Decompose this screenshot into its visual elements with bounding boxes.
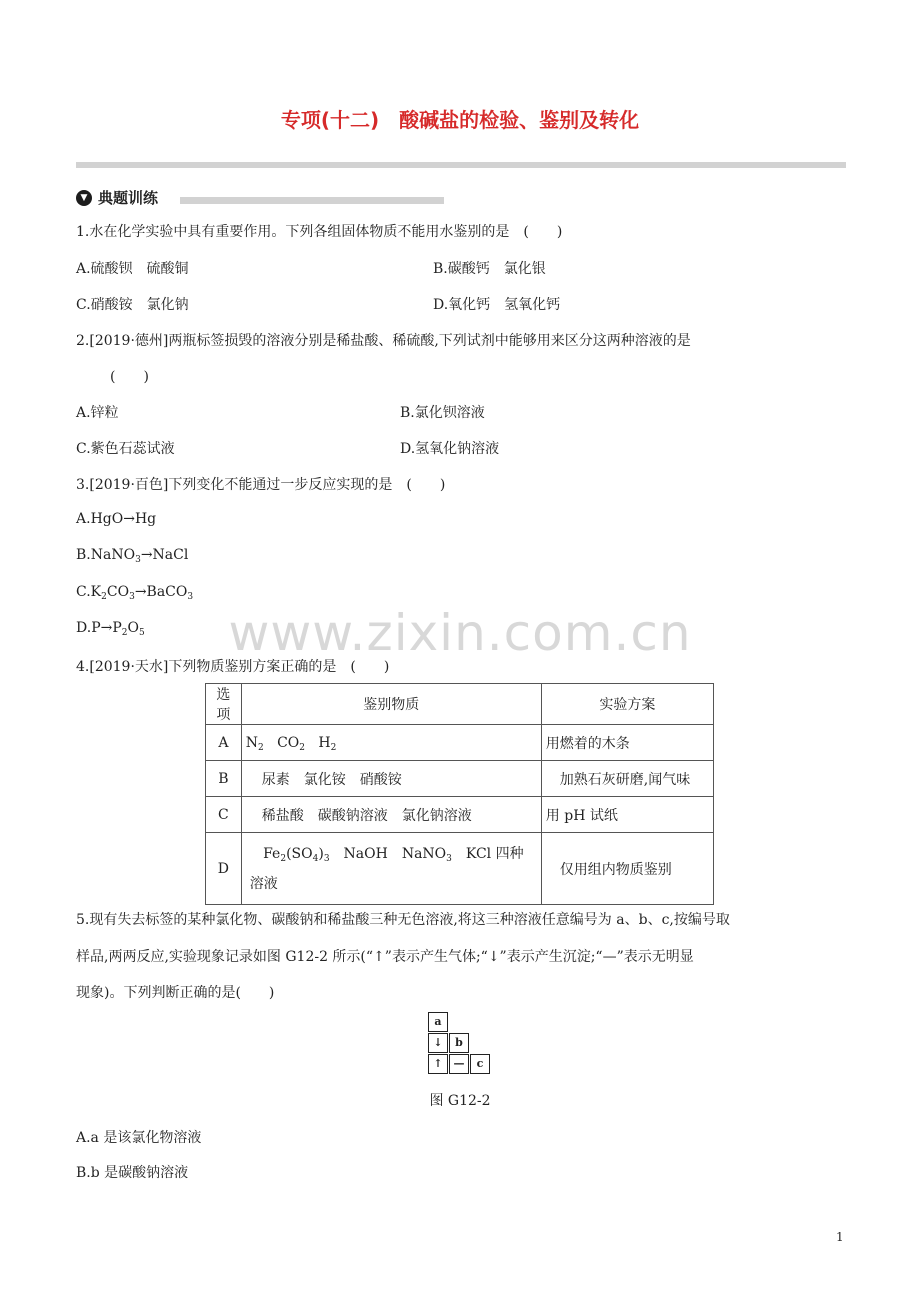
grid-label-b: b: [449, 1033, 469, 1053]
table-cell-substances: 稀盐酸 碳酸钠溶液 氯化钠溶液: [241, 797, 541, 833]
question-1-option-b: B.碳酸钙 氯化银: [433, 261, 546, 277]
table-cell-key: A: [206, 725, 242, 761]
section-marker-icon: ▼: [76, 190, 92, 206]
grid-result-ab: ↓: [428, 1033, 448, 1053]
table-cell-substances: $N_2$ $CO_2$ $H_2$: [241, 725, 541, 761]
question-1-option-d: D.氧化钙 氢氧化钙: [433, 297, 561, 313]
table-cell-plan: 用燃着的木条: [541, 725, 713, 761]
question-4-stem: 4.[2019·天水]下列物质鉴别方案正确的是 ( ): [76, 659, 390, 675]
question-3-option-c: $C.K_2CO_3\to BaCO_3$: [76, 584, 194, 602]
table-cell-key: B: [206, 761, 242, 797]
table-header-option: 选项: [206, 684, 242, 725]
watermark: www.zixin.com.cn: [228, 604, 692, 662]
page-number: 1: [836, 1230, 844, 1244]
question-1-option-a: A.硫酸钡 硫酸铜: [76, 261, 189, 277]
figure-caption: 图 G12-2: [429, 1093, 491, 1109]
grid-result-ac: ↑: [428, 1054, 448, 1074]
table-cell-plan: 仅用组内物质鉴别: [541, 833, 713, 905]
question-5-stem-line-1: 5.现有失去标签的某种氯化物、碳酸钠和稀盐酸三种无色溶液,将这三种溶液任意编号为 a、b、c,按编号取: [76, 912, 730, 928]
grid-label-a: a: [428, 1012, 448, 1032]
table-row: [206, 761, 714, 797]
question-3-stem: 3.[2019·百色]下列变化不能通过一步反应实现的是 ( ): [76, 477, 446, 493]
question-5-option-b: B.b 是碳酸钠溶液: [76, 1165, 189, 1181]
grid-label-c: c: [470, 1054, 490, 1074]
table-cell-key: D: [206, 833, 242, 905]
question-2-stem: 2.[2019·德州]两瓶标签损毁的溶液分别是稀盐酸、稀硫酸,下列试剂中能够用来区分这两种溶液的是: [76, 333, 691, 349]
table-cell-plan: 用 pH 试纸: [541, 797, 713, 833]
question-5-option-a: A.a 是该氯化物溶液: [76, 1130, 202, 1146]
section-heading: 典题训练: [98, 189, 159, 207]
grid-result-bc: —: [449, 1054, 469, 1074]
question-2-option-b: B.氯化钡溶液: [400, 405, 485, 421]
question-5-stem-line-2: 样品,两两反应,实验现象记录如图 G12-2 所示(“↑”表示产生气体;“↓”表示产生沉淀;“—”表示无明显: [76, 949, 694, 965]
question-2-option-c: C.紫色石蕊试液: [76, 441, 175, 457]
table-cell-substances: $Fe_2(SO_4)_3$ NaOH NaNO$_3$ KCl 四种溶液: [241, 833, 541, 905]
question-2-option-a: A.锌粒: [76, 405, 119, 421]
question-2-option-d: D.氢氧化钠溶液: [400, 441, 500, 457]
table-header-plan: 实验方案: [541, 684, 713, 725]
question-3-option-d: $D.P\to P_2O_5$: [76, 620, 145, 638]
table-cell-key: C: [206, 797, 242, 833]
question-1-stem: 1.水在化学实验中具有重要作用。下列各组固体物质不能用水鉴别的是 ( ): [76, 224, 563, 240]
table-cell-substances: 尿素 氯化铵 硝酸铵: [241, 761, 541, 797]
table-header-row: [206, 684, 714, 725]
question-3-option-a: A.HgO→Hg: [76, 511, 157, 527]
question-1-option-c: C.硝酸铵 氯化钠: [76, 297, 189, 313]
page-title: 专项(十二) 酸碱盐的检验、鉴别及转化: [280, 108, 640, 132]
table-row: [206, 725, 714, 761]
identification-table: [205, 683, 714, 905]
section-divider: [180, 197, 444, 204]
question-5-stem-line-3: 现象)。下列判断正确的是( ): [76, 985, 275, 1001]
question-2-answer-paren: ( ): [110, 369, 149, 385]
table-row: [206, 797, 714, 833]
title-divider: [76, 162, 846, 168]
table-cell-plan: 加熟石灰研磨,闻气味: [541, 761, 713, 797]
table-row: [206, 833, 714, 905]
question-3-option-b: B.NaNO$_3$→NaCl: [76, 547, 189, 565]
table-header-substances: 鉴别物质: [241, 684, 541, 725]
